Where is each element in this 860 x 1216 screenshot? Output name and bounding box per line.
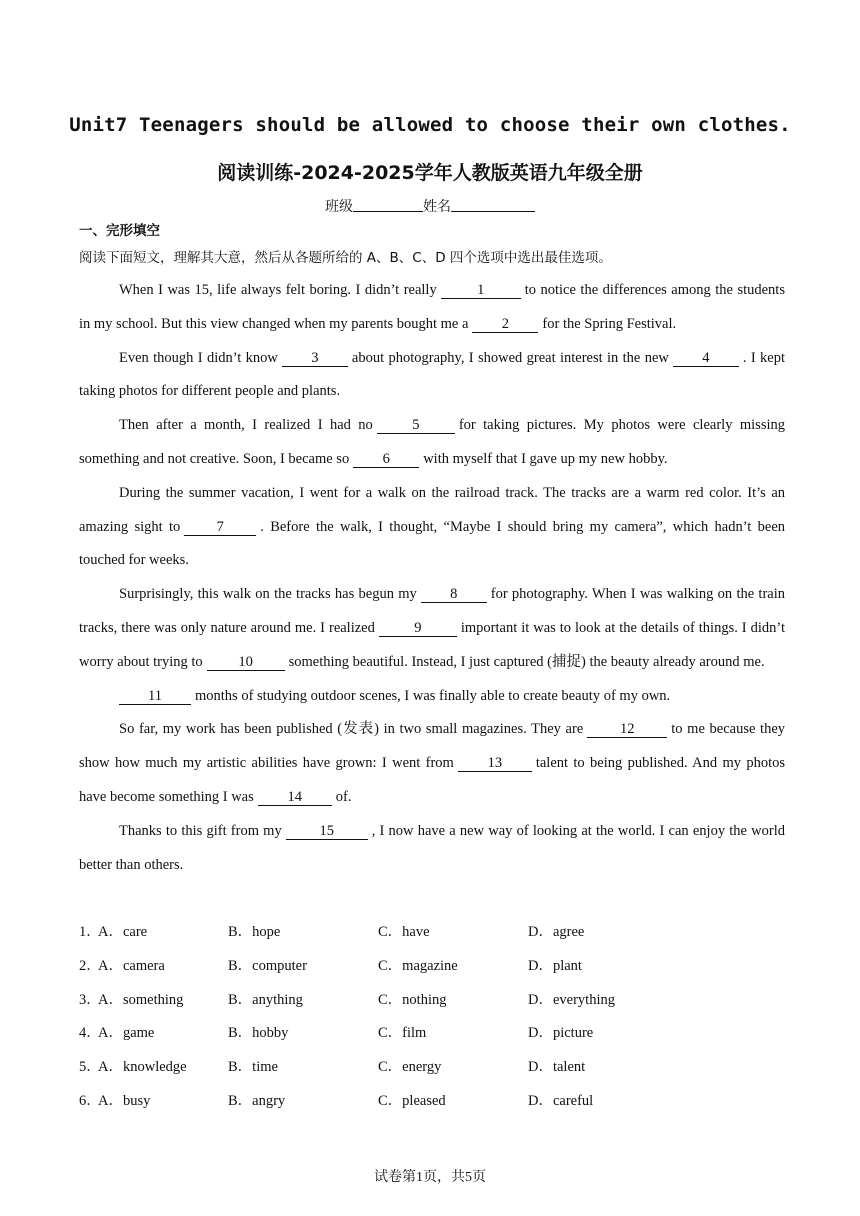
option-a[interactable]: A．something (98, 991, 184, 1008)
blank-10: 10 (207, 655, 285, 671)
cloze-passage (79, 274, 785, 882)
passage-paragraph: 11 months of studying outdoor scenes, I was finally able to create beauty of my own. (79, 680, 785, 714)
option-c[interactable]: C．film (378, 1025, 427, 1042)
passage-paragraph: Surprisingly, this walk on the tracks has begun my 8 for photography. When I was walking on the train tracks, there was only nature around me. I realized 9 important it was to look at the details of things. I didn’t worry about trying to 10 something beautiful. Instead, I just captured (捕捉) the beauty already around me. (79, 586, 785, 670)
class-label: 班级 (325, 199, 353, 215)
option-c[interactable]: C．nothing (378, 991, 447, 1008)
option-c[interactable]: C．have (378, 924, 430, 940)
question-number: 2． (79, 957, 101, 974)
name-label: 姓名 (423, 199, 451, 215)
question-row (79, 1017, 785, 1051)
page-title-english: Unit7 Teenagers should be allowed to choose their own clothes. (69, 114, 791, 136)
blank-14: 14 (258, 790, 332, 806)
question-number: 3． (79, 991, 101, 1008)
option-a[interactable]: A．care (98, 924, 148, 940)
option-a[interactable]: A．game (98, 1025, 155, 1042)
answer-options (79, 916, 785, 1119)
passage-paragraph: When I was 15, life always felt boring. I didn’t really 1 to notice the differences among the students in my school. But this view changed when my parents bought me a 2 for the Spring Festival. (79, 282, 785, 332)
passage-paragraph: So far, my work has been published (发表) in two small magazines. They are 12 to me because they show how much my artistic abilities have grown: I went from 13 talent to being published. And my photos have become something I was 14 of. (79, 721, 786, 805)
question-number: 4． (79, 1025, 101, 1042)
blank-4: 4 (673, 351, 739, 367)
option-c[interactable]: C．pleased (378, 1092, 446, 1109)
blank-15: 15 (286, 824, 368, 840)
passage-paragraph: During the summer vacation, I went for a walk on the railroad track. The tracks are a warm red color. It’s an amazing sight to 7 . Before the walk, I thought, “Maybe I should bring my camera”, which hadn’t been touched for weeks. (79, 484, 785, 569)
question-row (79, 1051, 785, 1085)
name-blank (451, 198, 535, 212)
page-footer: 试卷第1页，共5页 (374, 1170, 486, 1185)
option-d[interactable]: D．careful (528, 1092, 594, 1109)
option-d[interactable]: D．agree (528, 924, 585, 940)
option-a[interactable]: A．knowledge (98, 1059, 187, 1076)
blank-13: 13 (458, 756, 532, 772)
blank-5: 5 (377, 418, 455, 434)
blank-3: 3 (282, 351, 348, 367)
blank-1: 1 (441, 283, 521, 299)
class-name-line (0, 196, 860, 216)
passage-paragraph: Even though I didn’t know 3 about photography, I showed great interest in the new 4 . I kept taking photos for different people and plants. (79, 349, 785, 400)
question-number: 6． (79, 1092, 101, 1109)
blank-12: 12 (587, 722, 667, 738)
option-d[interactable]: D．talent (528, 1059, 586, 1076)
question-row (79, 1085, 785, 1119)
passage-paragraph: Then after a month, I realized I had no 5 for taking pictures. My photos were clearly missing something and not creative. Soon, I became so 6 with myself that I gave up my new hobby. (79, 417, 785, 467)
option-d[interactable]: D．everything (528, 991, 615, 1008)
option-a[interactable]: A．camera (98, 957, 165, 974)
option-c[interactable]: C．energy (378, 1059, 442, 1076)
option-b[interactable]: B．time (228, 1059, 278, 1076)
option-c[interactable]: C．magazine (378, 957, 458, 974)
option-b[interactable]: B．angry (228, 1092, 286, 1109)
page-title-chinese: 阅读训练-2024-2025学年人教版英语九年级全册 (217, 162, 643, 184)
blank-2: 2 (472, 317, 538, 333)
section-heading: 一、完形填空 (79, 223, 160, 239)
question-row (79, 916, 785, 950)
option-d[interactable]: D．plant (528, 957, 582, 974)
passage-paragraph: Thanks to this gift from my 15 , I now have a new way of looking at the world. I can enjoy the world better than others. (79, 822, 786, 873)
question-row (79, 984, 785, 1018)
blank-9: 9 (379, 621, 457, 637)
option-b[interactable]: B．anything (228, 991, 303, 1008)
option-a[interactable]: A．busy (98, 1092, 151, 1109)
blank-8: 8 (421, 587, 487, 603)
option-b[interactable]: B．computer (228, 957, 307, 974)
blank-6: 6 (353, 452, 419, 468)
question-row (79, 950, 785, 984)
blank-11: 11 (119, 689, 191, 705)
class-blank (353, 198, 423, 212)
question-number: 5． (79, 1059, 101, 1076)
section-instruction: 阅读下面短文，理解其大意，然后从各题所给的 A、B、C、D 四个选项中选出最佳选项。 (79, 250, 612, 266)
question-number: 1． (79, 924, 101, 940)
option-b[interactable]: B．hope (228, 924, 281, 940)
option-d[interactable]: D．picture (528, 1025, 594, 1042)
option-b[interactable]: B．hobby (228, 1025, 289, 1042)
blank-7: 7 (184, 520, 256, 536)
